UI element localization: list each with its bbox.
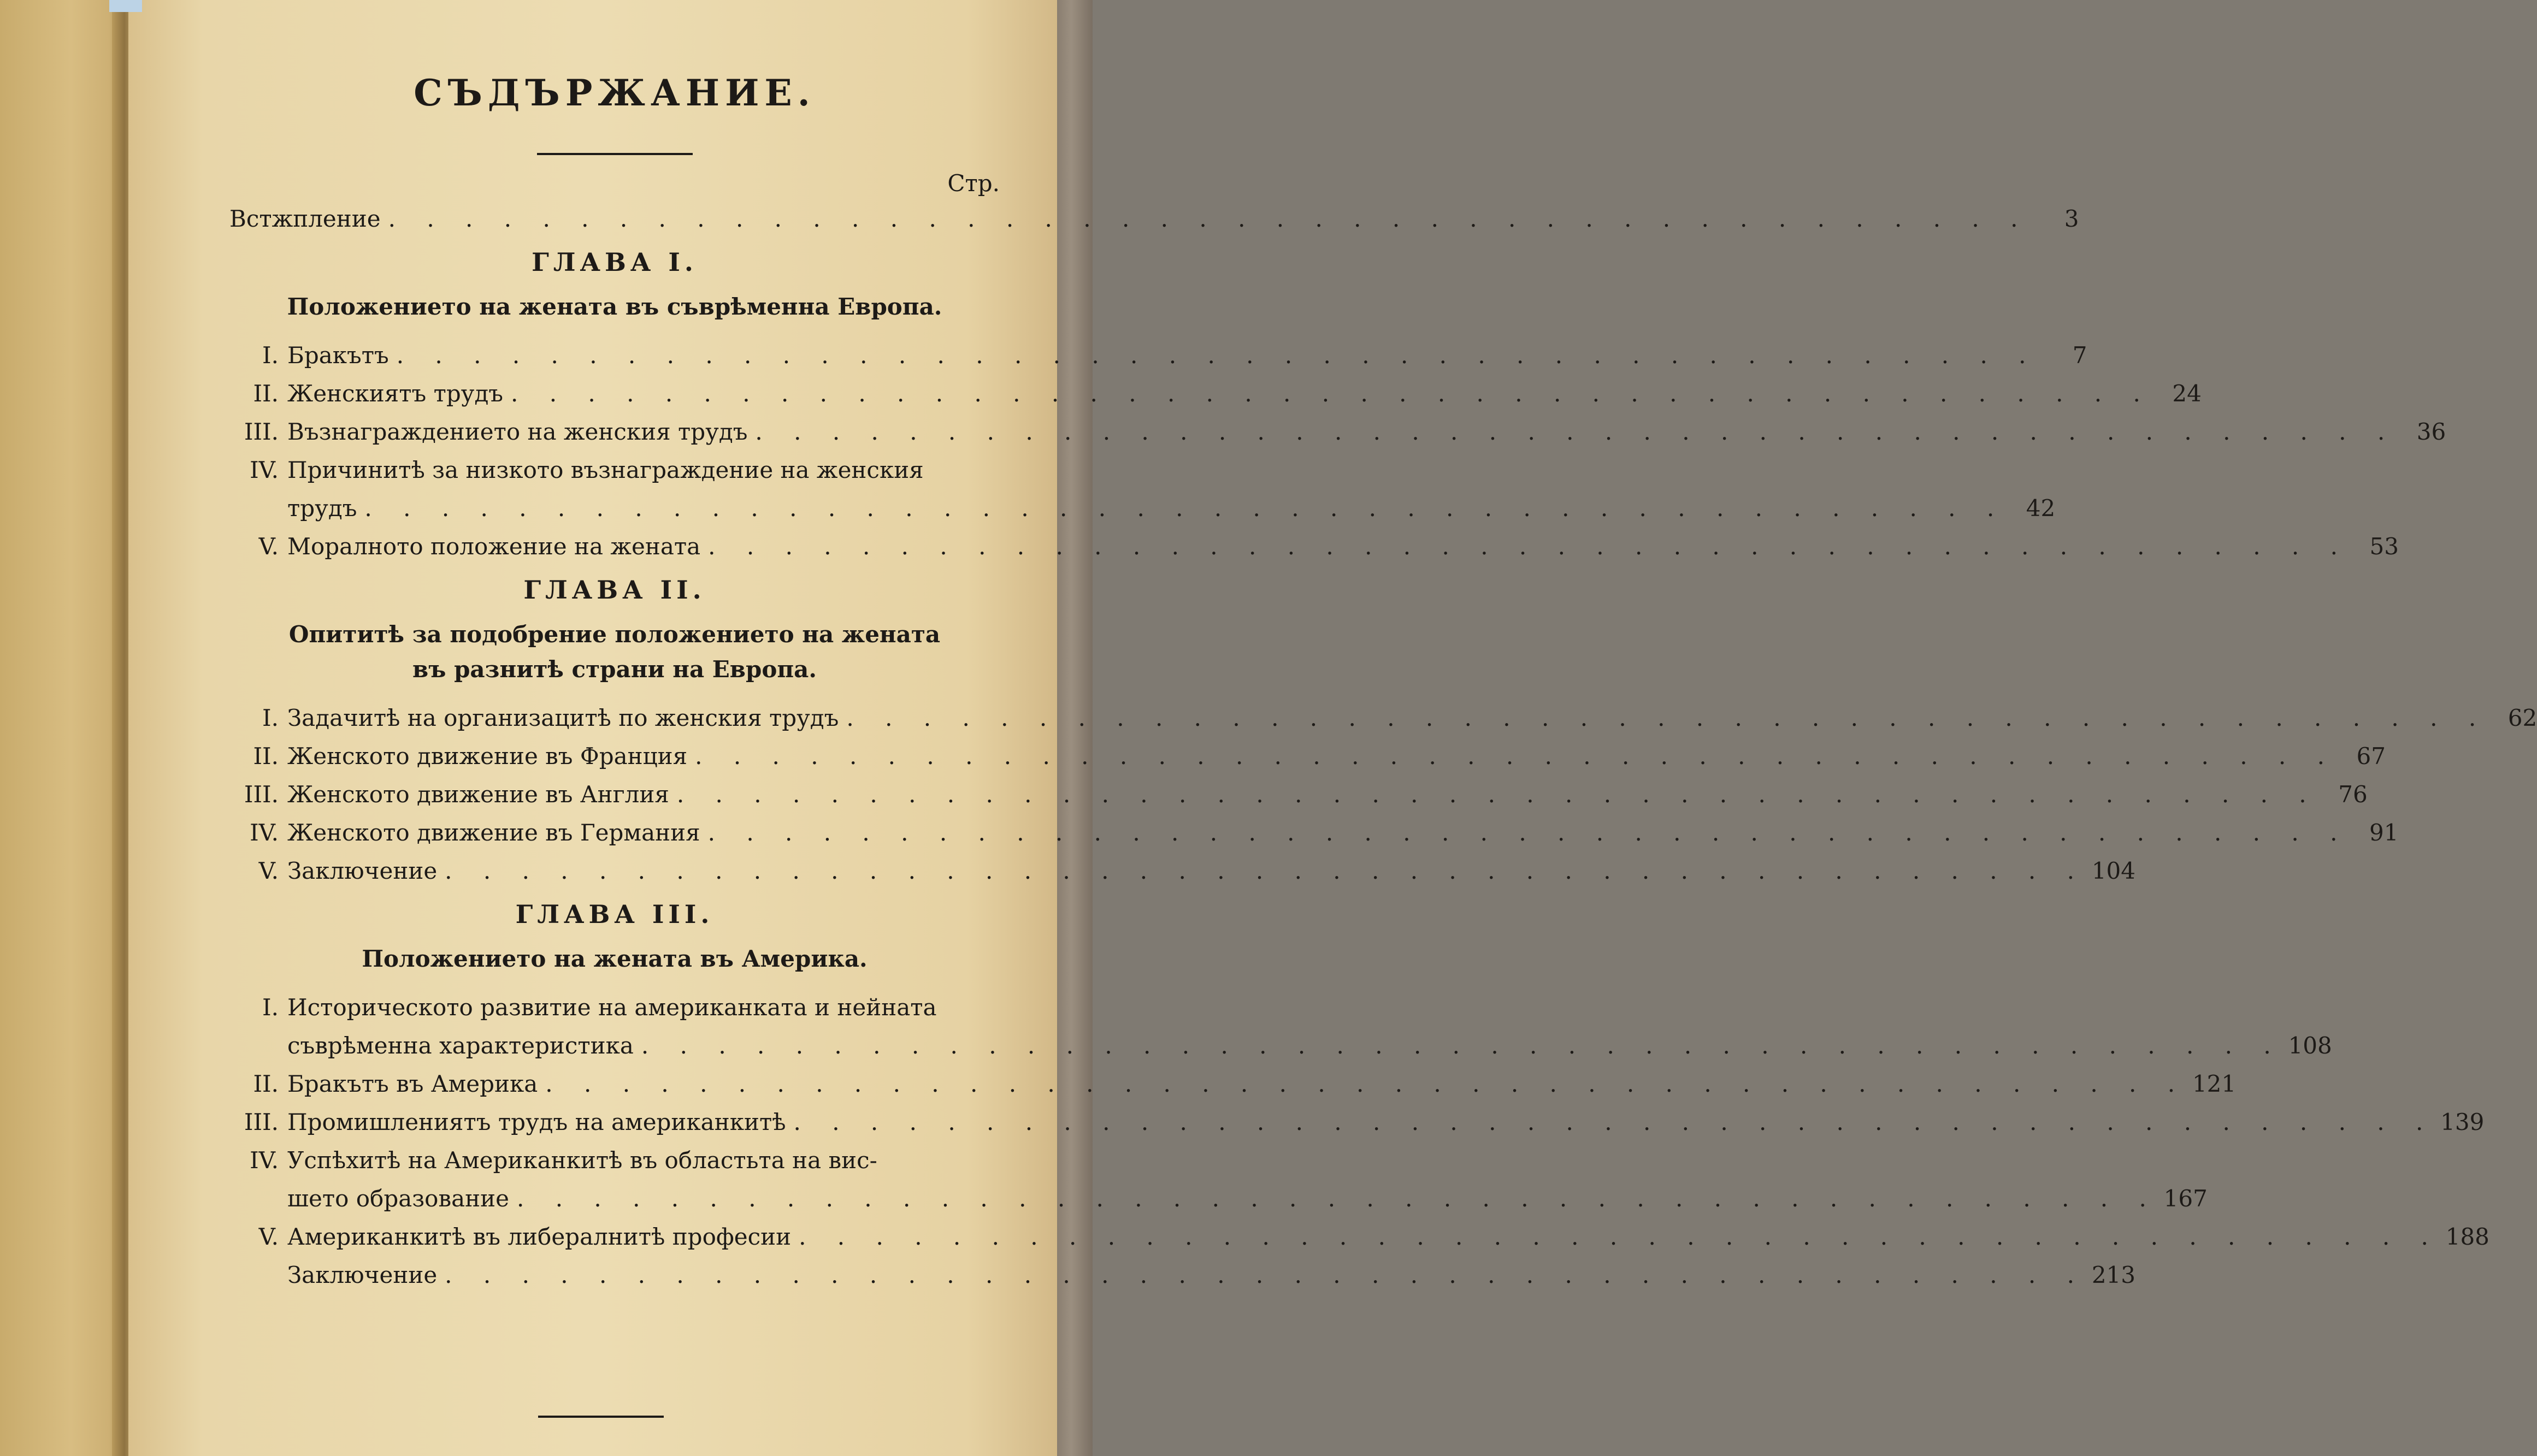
leader-dots: . . . . . . . . . . . . . . . . . . . . . . . . . . . . . . . . . . . . . . . . . . . — [445, 1262, 2086, 1288]
intro-page: 3 — [2064, 205, 2079, 232]
section-title: Моралното положение на жената — [287, 533, 701, 560]
chapter-block — [229, 238, 2446, 566]
toc-entry — [229, 413, 2446, 451]
leader-dots: . . . . . . . . . . . . . . . . . . . . . . . . . . . . . . . . . . . . . . . . . . . — [707, 819, 2350, 846]
leader-dots: . . . . . . . . . . . . . . . . . . . . . . . . . . . . . . . . . . . . . . . . . . . — [755, 418, 2397, 445]
chapter-title — [229, 289, 1000, 324]
left-page — [0, 0, 128, 1456]
toc-entry — [229, 1180, 2208, 1218]
background-strip — [109, 0, 142, 12]
section-page: 108 — [2288, 1032, 2332, 1059]
toc-entry — [229, 375, 2202, 413]
section-title: Успѣхитѣ на Американкитѣ въ областьта на вис- — [287, 1147, 877, 1174]
leader-dots: . . . . . . . . . . . . . . . . . . . . . . . . . . . . . . . . . . . . . . . . . . . — [676, 781, 2318, 808]
leader-dots: . . . . . . . . . . . . . . . . . . . . . . . . . . . . . . . . . . . . . . . . . . . — [695, 743, 2337, 770]
section-page: 62 — [2508, 705, 2537, 731]
toc-entry — [229, 989, 1000, 1027]
section-number: IV. — [250, 457, 279, 483]
bottom-rule — [538, 1416, 664, 1418]
toc-entry — [229, 1141, 1000, 1180]
section-number: II. — [253, 743, 279, 770]
leader-dots: . . . . . . . . . . . . . . . . . . . . . . . . . . . . . . . . . . . . . . . . . . . — [641, 1032, 2283, 1059]
chapter-title-line: Положението на жената въ съврѣменна Европа. — [287, 293, 942, 320]
toc-entry — [229, 336, 2087, 375]
section-number: III. — [244, 1109, 279, 1135]
toc-entry — [229, 1256, 2135, 1294]
leader-dots: . . . . . . . . . . . . . . . . . . . . . . . . . . . . . . . . . . . . . . . . . . . — [793, 1109, 2435, 1135]
section-title: Причинитѣ за низкото възнаграждение на женския — [287, 457, 924, 483]
section-number: I. — [262, 342, 279, 369]
section-number: II. — [253, 1070, 279, 1097]
section-title: съврѣменна характеристика — [287, 1032, 634, 1059]
section-page: 53 — [2369, 533, 2399, 560]
section-page: 167 — [2163, 1185, 2208, 1212]
page-column-label: Стр. — [947, 170, 1000, 197]
section-title: Заключение — [287, 857, 438, 884]
section-page: 7 — [2072, 342, 2087, 369]
section-page: 121 — [2192, 1070, 2237, 1097]
chapter-title-line: въ разнитѣ страни на Европа. — [412, 656, 817, 683]
section-number: III. — [244, 418, 279, 445]
section-title: Задачитѣ на организацитѣ по женския трудъ — [287, 705, 839, 731]
section-number: V. — [258, 857, 279, 884]
toc-entry — [229, 1027, 2332, 1065]
chapter-block — [229, 566, 2537, 890]
section-number: IV. — [250, 819, 279, 846]
section-number: I. — [262, 994, 279, 1021]
section-page: 213 — [2091, 1262, 2135, 1288]
title-rule — [537, 153, 693, 155]
leader-dots: . . . . . . . . . . . . . . . . . . . . . . . . . . . . . . . . . . . . . . . . . . . — [364, 495, 2007, 522]
section-number: V. — [258, 1223, 279, 1250]
section-title: Американкитѣ въ либералнитѣ професии — [287, 1223, 792, 1250]
chapter-title — [229, 942, 1000, 976]
section-number: I. — [262, 705, 279, 731]
leader-dots: . . . . . . . . . . . . . . . . . . . . . . . . . . . . . . . . . . . . . . . . . . . — [799, 1223, 2440, 1250]
leader-dots: . . . . . . . . . . . . . . . . . . . . . . . . . . . . . . . . . . . . . . . . . . . — [388, 205, 2030, 232]
section-title: Женскиятъ трудъ — [287, 380, 504, 407]
section-number: II. — [253, 380, 279, 407]
section-number: III. — [244, 781, 279, 808]
section-number: V. — [258, 533, 279, 560]
section-title: Бракътъ — [287, 342, 389, 369]
chapters — [229, 238, 2537, 1294]
section-title: Женското движение въ Англия — [287, 781, 669, 808]
toc-entry — [229, 699, 2537, 737]
chapter-heading: ГЛАВА I. — [532, 247, 698, 277]
section-title: Възнаграждението на женския трудъ — [287, 418, 748, 445]
section-page: 188 — [2445, 1223, 2489, 1250]
intro-label: Встжпление — [229, 205, 381, 232]
leader-dots: . . . . . . . . . . . . . . . . . . . . . . . . . . . . . . . . . . . . . . . . . . . — [545, 1070, 2187, 1097]
intro-entry — [229, 200, 2079, 238]
toc-entry — [229, 528, 2399, 566]
section-page: 76 — [2338, 781, 2368, 808]
section-title: Бракътъ въ Америка — [287, 1070, 538, 1097]
section-title: трудъ — [287, 495, 357, 522]
toc-entry — [229, 1103, 2485, 1141]
leader-dots: . . . . . . . . . . . . . . . . . . . . . . . . . . . . . . . . . . . . . . . . . . . — [511, 380, 2152, 407]
chapter-block — [229, 890, 2489, 1294]
section-page: 67 — [2356, 743, 2386, 770]
leader-dots: . . . . . . . . . . . . . . . . . . . . . . . . . . . . . . . . . . . . . . . . . . . — [445, 857, 2086, 884]
section-title: шето образование — [287, 1185, 509, 1212]
toc-entry — [229, 852, 2135, 890]
leader-dots: . . . . . . . . . . . . . . . . . . . . . . . . . . . . . . . . . . . . . . . . . . . — [517, 1185, 2158, 1212]
chapter-title-line: Положението на жената въ Америка. — [362, 945, 868, 972]
section-page: 139 — [2440, 1109, 2485, 1135]
section-page: 104 — [2091, 857, 2135, 884]
page-title: СЪДЪРЖАНИЕ. — [414, 72, 816, 114]
toc-entry — [229, 1218, 2489, 1256]
section-page: 42 — [2026, 495, 2056, 522]
toc-entry — [229, 776, 2368, 814]
section-page: 36 — [2416, 418, 2446, 445]
toc-entry — [229, 489, 2056, 528]
toc-entry — [229, 1065, 2237, 1103]
leader-dots: . . . . . . . . . . . . . . . . . . . . . . . . . . . . . . . . . . . . . . . . . . . — [846, 705, 2488, 731]
leader-dots: . . . . . . . . . . . . . . . . . . . . . . . . . . . . . . . . . . . . . . . . . . . — [396, 342, 2038, 369]
chapter-heading: ГЛАВА II. — [523, 575, 706, 605]
toc-entry — [229, 737, 2386, 776]
section-number: IV. — [250, 1147, 279, 1174]
chapter-title-line: Опититѣ за подобрение положението на жената — [288, 621, 941, 648]
chapter-title — [229, 617, 1000, 687]
section-page: 24 — [2172, 380, 2202, 407]
chapter-heading: ГЛАВА III. — [515, 899, 714, 929]
section-title: Заключение — [287, 1262, 438, 1288]
table-of-contents — [229, 66, 2537, 1294]
section-title: Историческото развитие на американката и нейната — [287, 994, 937, 1021]
section-title: Женското движение въ Германия — [287, 819, 700, 846]
section-page: 91 — [2369, 819, 2399, 846]
leader-dots: . . . . . . . . . . . . . . . . . . . . . . . . . . . . . . . . . . . . . . . . . . . — [708, 533, 2350, 560]
toc-entry — [229, 814, 2399, 852]
toc-entry — [229, 451, 1000, 489]
section-title: Женското движение въ Франция — [287, 743, 688, 770]
section-title: Промишлениятъ трудъ на американкитѣ — [287, 1109, 786, 1135]
